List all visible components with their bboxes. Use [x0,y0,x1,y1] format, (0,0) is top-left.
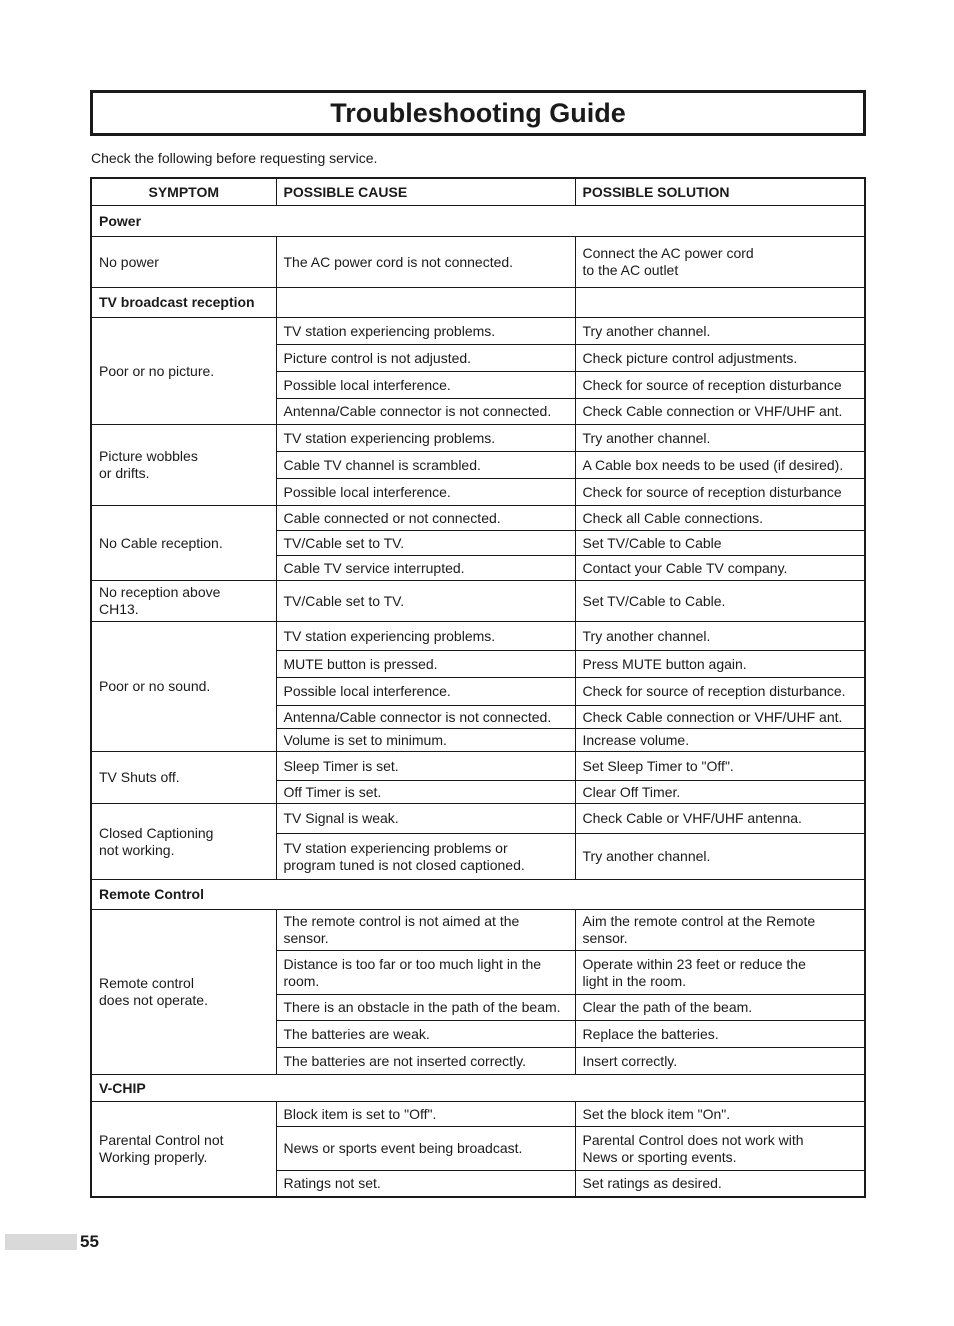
troubleshooting-table [90,177,866,1198]
cause-cell: The remote control is not aimed at the sensor. [276,910,575,951]
solution-cell: Replace the batteries. [575,1021,865,1048]
solution-cell: Aim the remote control at the Remote sensor. [575,910,865,951]
table-row [91,910,865,951]
symptom-cell: No power [91,237,276,288]
table-row [91,752,865,781]
intro-text: Check the following before requesting service. [91,150,378,166]
solution-cell: Clear Off Timer. [575,781,865,804]
cause-cell: The batteries are not inserted correctly. [276,1048,575,1075]
solution-cell: Check for source of reception disturbance [575,479,865,506]
cause-cell: Sleep Timer is set. [276,752,575,781]
cause-cell: Antenna/Cable connector is not connected. [276,706,575,729]
symptom-cell: No reception above CH13. [91,581,276,622]
section-title: V-CHIP [91,1075,865,1102]
cause-cell: TV/Cable set to TV. [276,531,575,556]
symptom-cell: No Cable reception. [91,506,276,581]
page-title: Troubleshooting Guide [330,98,626,128]
solution-cell: Increase volume. [575,729,865,752]
empty-cell [575,288,865,318]
cause-cell: Antenna/Cable connector is not connected. [276,399,575,425]
cause-cell: TV station experiencing problems. [276,425,575,452]
solution-cell: Check for source of reception disturbance [575,372,865,399]
section-title: TV broadcast reception [91,288,276,318]
table-row [91,506,865,531]
table-row [91,318,865,345]
cause-cell: Ratings not set. [276,1171,575,1197]
cause-cell: There is an obstacle in the path of the beam. [276,995,575,1021]
section-row [91,288,865,318]
solution-cell: Insert correctly. [575,1048,865,1075]
solution-cell: Set ratings as desired. [575,1171,865,1197]
cause-cell: TV/Cable set to TV. [276,581,575,622]
solution-cell: Set TV/Cable to Cable. [575,581,865,622]
cause-cell: Cable TV channel is scrambled. [276,452,575,479]
cause-cell: Off Timer is set. [276,781,575,804]
solution-cell: Operate within 23 feet or reduce the light in the room. [575,951,865,995]
table-row [91,622,865,651]
cause-cell: Possible local interference. [276,372,575,399]
solution-cell: Contact your Cable TV company. [575,556,865,581]
section-title: Remote Control [91,880,865,910]
cause-cell: Cable connected or not connected. [276,506,575,531]
header-cause: POSSIBLE CAUSE [276,178,575,206]
table-row [91,581,865,622]
solution-cell: Check Cable connection or VHF/UHF ant. [575,706,865,729]
cause-cell: TV Signal is weak. [276,804,575,834]
section-title: Power [91,206,865,237]
solution-cell: Connect the AC power cord to the AC outlet [575,237,865,288]
solution-cell: Set Sleep Timer to "Off". [575,752,865,781]
symptom-cell: Parental Control not Working properly. [91,1102,276,1197]
cause-cell: The AC power cord is not connected. [276,237,575,288]
header-symptom: SYMPTOM [91,178,276,206]
cause-cell: MUTE button is pressed. [276,651,575,678]
cause-cell: TV station experiencing problems. [276,318,575,345]
title-box [90,90,866,136]
section-row [91,1075,865,1102]
solution-cell: Check for source of reception disturbance. [575,678,865,706]
solution-cell: Check picture control adjustments. [575,345,865,372]
table-row [91,804,865,834]
table-row [91,237,865,288]
solution-cell: Set the block item "On". [575,1102,865,1127]
section-row [91,206,865,237]
header-solution: POSSIBLE SOLUTION [575,178,865,206]
cause-cell: Volume is set to minimum. [276,729,575,752]
symptom-cell: Remote control does not operate. [91,910,276,1075]
cause-cell: Picture control is not adjusted. [276,345,575,372]
solution-cell: Check Cable connection or VHF/UHF ant. [575,399,865,425]
symptom-cell: Poor or no picture. [91,318,276,425]
symptom-cell: Picture wobbles or drifts. [91,425,276,506]
solution-cell: Try another channel. [575,834,865,880]
solution-cell: Check Cable or VHF/UHF antenna. [575,804,865,834]
cause-cell: Block item is set to "Off". [276,1102,575,1127]
solution-cell: Press MUTE button again. [575,651,865,678]
cause-cell: Possible local interference. [276,479,575,506]
cause-cell: Distance is too far or too much light in the room. [276,951,575,995]
solution-cell: Clear the path of the beam. [575,995,865,1021]
symptom-cell: TV Shuts off. [91,752,276,804]
symptom-cell: Poor or no sound. [91,622,276,752]
solution-cell: A Cable box needs to be used (if desired). [575,452,865,479]
solution-cell: Parental Control does not work with News or sporting events. [575,1127,865,1171]
empty-cell [276,288,575,318]
page-number: 55 [80,1232,99,1251]
solution-cell: Check all Cable connections. [575,506,865,531]
cause-cell: Possible local interference. [276,678,575,706]
cause-cell: TV station experiencing problems. [276,622,575,651]
solution-cell: Try another channel. [575,425,865,452]
page-marker-bar [5,1234,77,1250]
solution-cell: Try another channel. [575,622,865,651]
section-row [91,880,865,910]
solution-cell: Try another channel. [575,318,865,345]
cause-cell: Cable TV service interrupted. [276,556,575,581]
solution-cell: Set TV/Cable to Cable [575,531,865,556]
cause-cell: The batteries are weak. [276,1021,575,1048]
cause-cell: TV station experiencing problems or program tuned is not closed captioned. [276,834,575,880]
symptom-cell: Closed Captioning not working. [91,804,276,880]
header-row [91,178,865,206]
table-row [91,425,865,452]
cause-cell: News or sports event being broadcast. [276,1127,575,1171]
table-row [91,1102,865,1127]
